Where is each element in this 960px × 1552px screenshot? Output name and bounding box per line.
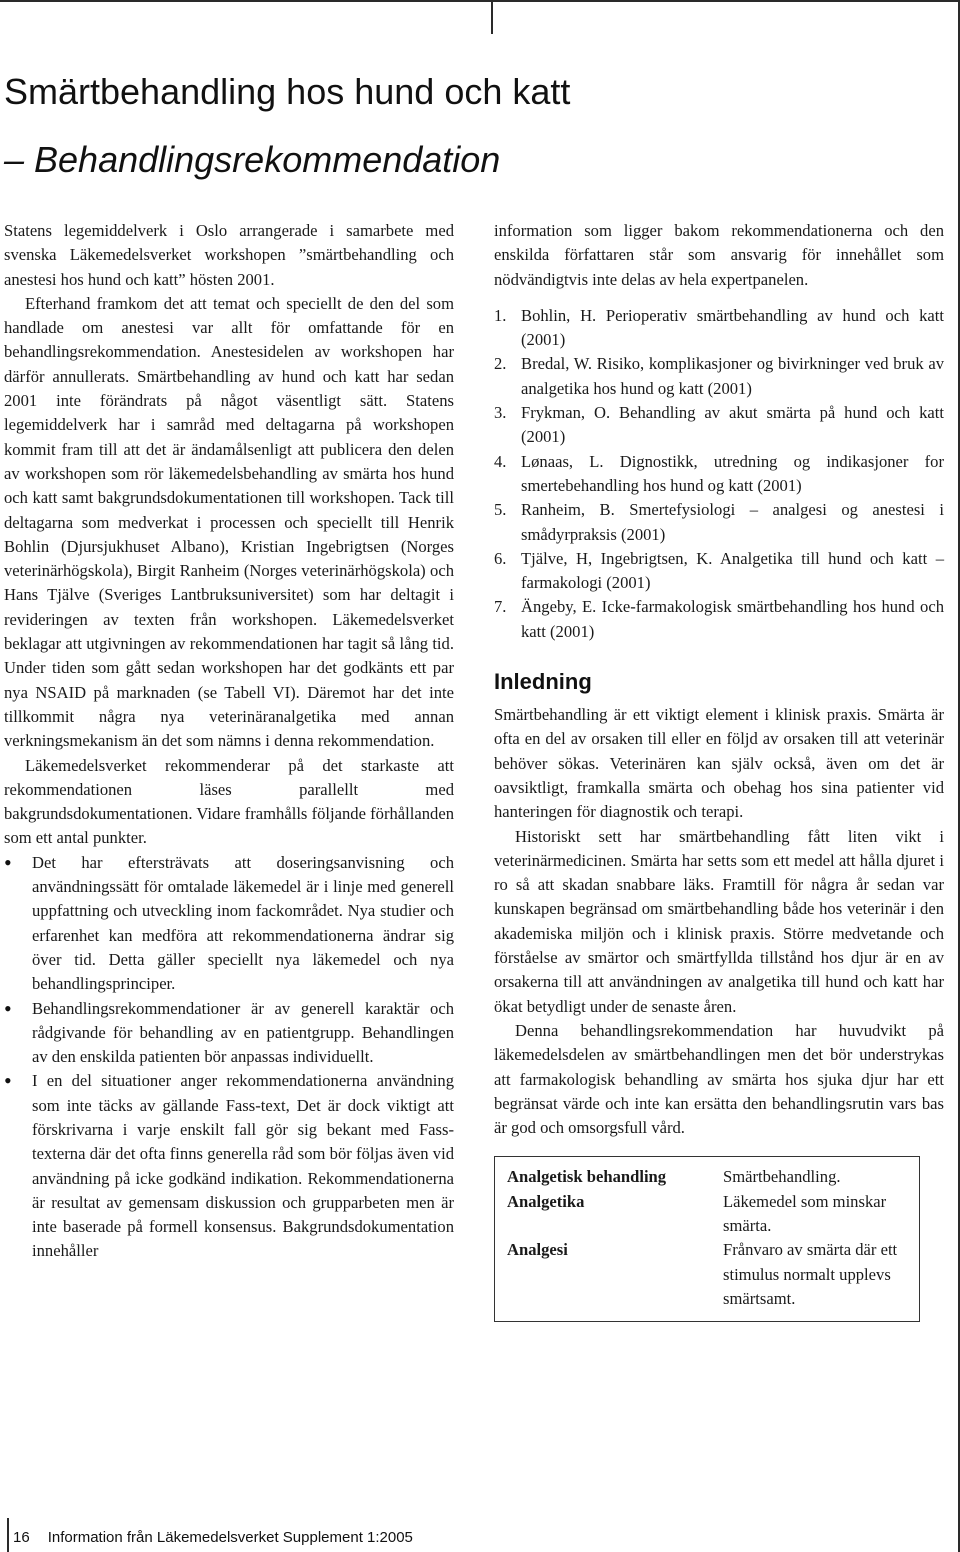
page-number: 16	[13, 1529, 30, 1546]
page-footer	[13, 1528, 413, 1548]
glossary-row	[507, 1190, 907, 1239]
body-paragraph: Efterhand framkom det att temat och speciellt de den del som handlade om anestesi var allt för omfattande för en behandlingsrekommendation. Anestesidelen av workshopen har därför annullerats. Smärtbehandling av hund och katt har sedan 2001 inte förändrats på något väsentligt sätt. Statens legemiddelverk har i samråd med deltagarna på workshopen kommit fram till att det är ändamålsenligt att publicera den delen av workshopen som rör läkemedelsbehandling av smärta hos hund och katt samt bakgrundsdokumentationen till workshopen. Tack till deltagarna som medverkat i processen och speciellt till Henrik Bohlin (Djursjukhuset Albano), Kristian Ingebrigtsen (Norges veterinärhögskola), Birgit Ranheim (Norges veterinärhögskola) och Hans Tjälve (Sveriges Lantbruksuniversitet) som har deltagit i revideringen av texten från workshopen. Läkemedelsverket beklagar att utgivningen av rekommendationen har tagit så lång tid. Under tiden som gått sedan workshopen har det godkänts ett par nya NSAID på marknaden (se Tabell VI). Däremot har det inte tillkommit några nya veterinäranalgetika med annan verkningsmekanism än det som nämns i denna rekommendation.	[4, 293, 454, 751]
reference-text: Ranheim, B. Smertefysiologi – analgesi og anestesi i smådyrpraksis (2001)	[521, 500, 944, 544]
reference-number: 7.	[494, 597, 507, 617]
top-rule	[0, 0, 960, 2]
reference-item	[494, 595, 944, 644]
reference-item	[494, 401, 944, 450]
page-title: Smärtbehandling hos hund och katt	[4, 71, 571, 112]
bullet-item: • Behandlingsrekommendationer är av generell karaktär och rådgivande för behandling av en patientgrupp. Behandlingen av den enskilda patienten bör anpassas individuellt.	[4, 997, 454, 1070]
reference-number: 6.	[494, 548, 507, 568]
reference-number: 3.	[494, 403, 507, 423]
reference-text: Lønaas, L. Dignostikk, utredning og indikasjoner for smertebehandling hos hund og katt (2001)	[521, 451, 944, 495]
page-subtitle: – Behandlingsrekommendation	[4, 139, 501, 180]
column-divider-top	[491, 0, 493, 34]
glossary-term: Analgetika	[507, 1191, 585, 1211]
glossary-definition: Smärtbehandling.	[723, 1167, 841, 1187]
reference-number: 5.	[494, 500, 507, 520]
reference-text: Tjälve, H, Ingebrigtsen, K. Analgetika till hund och katt – farmakologi (2001)	[521, 548, 944, 593]
body-paragraph: Historiskt sett har smärtbehandling fått liten vikt i veterinärmedicinen. Smärta har setts som ett medel att hålla djuret i ro så att skadan snabbare läks. Framtill för några år sedan var kunskapen begränsad om smärtbehandling både hos veterinär i den akademiska miljön och i klinisk praxis. Större medvetande och förståelse av smärtor och smärtfyllda tillstånd hos djur är en av orsakerna till att användningen av analgetika till hund och katt har ökat betydligt under de senaste åren.	[494, 826, 944, 1016]
body-paragraph: Läkemedelsverket rekommenderar på det starkaste att rekommendationen läses parallellt med bakgrundsdokumentationen. Vidare framhålls följande förhållanden som ett antal punkter.	[4, 755, 454, 848]
bullet-item: • I en del situationer anger rekommendationerna användning som inte täcks av gällande Fass-text, Det är dock viktigt att förskrivarna i varje enskilt fall gör sig bekant med Fass-texterna där det ofta finns generella råd som bör följas även vid användning på icke godkänd indikation. Rekommendationerna är resultat av gemensam diskussion och grupparbeten men är inte baserade på formell konsensus. Bakgrundsdokumentation innehåller	[4, 1069, 454, 1263]
bullet-item: • Det har eftersträvats att doseringsanvisning och användningssätt för omtalade läkemedel är i linje med generell uppfattning och utveckling inom fackområdet. Nya studier och erfarenhet kan medföra att rekommendationerna ändrar sig över tid. Detta gäller speciellt nya läkemedel och nya behandlingsprinciper.	[4, 851, 454, 997]
glossary-box	[494, 1156, 920, 1322]
glossary-term: Analgesi	[507, 1240, 568, 1260]
glossary-table	[507, 1165, 907, 1311]
publication-name: Information från Läkemedelsverket Supplement 1:2005	[47, 1529, 413, 1546]
section-heading: Inledning	[494, 669, 592, 695]
reference-number: 1.	[494, 305, 507, 325]
glossary-term: Analgetisk behandling	[507, 1167, 667, 1187]
reference-number: 4.	[494, 451, 507, 471]
left-column	[4, 219, 454, 1264]
reference-number: 2.	[494, 354, 507, 374]
reference-item	[494, 304, 944, 353]
glossary-row	[507, 1238, 907, 1311]
reference-item	[494, 450, 944, 499]
reference-item	[494, 547, 944, 596]
glossary-row	[507, 1165, 907, 1189]
reference-text: Frykman, O. Behandling av akut smärta på hund och katt (2001)	[521, 403, 944, 447]
reference-text: Bohlin, H. Perioperativ smärtbehandling av hund och katt (2001)	[521, 305, 944, 350]
body-paragraph: Denna behandlingsrekommendation har huvudvikt på läkemedelsdelen av smärtbehandlingen men det bör understrykas att farmakologisk behandling av smärta hos sjuka djur har ett begränsat värde och inte kan ersätta den behandlingsrutin vars bas är god och omsorgsfull vård.	[494, 1020, 944, 1138]
body-paragraph: Smärtbehandling är ett viktigt element i klinisk praxis. Smärta är ofta en del av orsaken till eller en följd av orsaken till att veterinär behöver sökas. Veterinären kan själv också, även om det är oavsiktligt, framkalla smärta och obehag hos sina patienter vid hanteringen för diagnostik och terapi.	[494, 705, 944, 822]
reference-text: Ängeby, E. Icke-farmakologisk smärtbehandling hos hund och katt (2001)	[521, 597, 944, 641]
glossary-definition: Frånvaro av smärta där ett stimulus normalt upplevs smärtsamt.	[723, 1240, 898, 1308]
reference-list	[494, 304, 944, 644]
reference-item	[494, 352, 944, 401]
continued-paragraph: information som ligger bakom rekommendationerna och den enskilda författaren står som ansvarig för innehållet som nödvändigtvis inte delas av hela expertpanelen.	[494, 221, 944, 289]
reference-item	[494, 498, 944, 547]
right-column	[494, 219, 944, 1322]
reference-text: Bredal, W. Risiko, komplikasjoner og bivirkninger ved bruk av analgetika hos hund og katt (2001)	[521, 354, 944, 398]
footer-rule	[7, 1518, 9, 1552]
intro-paragraph: Statens legemiddelverk i Oslo arrangerade i samarbete med svenska Läkemedelsverket workshopen ”smärtbehandling och anestesi hos hund och katt” hösten 2001.	[4, 221, 454, 289]
glossary-definition: Läkemedel som minskar smärta.	[723, 1191, 887, 1235]
bullet-list	[4, 851, 454, 1264]
